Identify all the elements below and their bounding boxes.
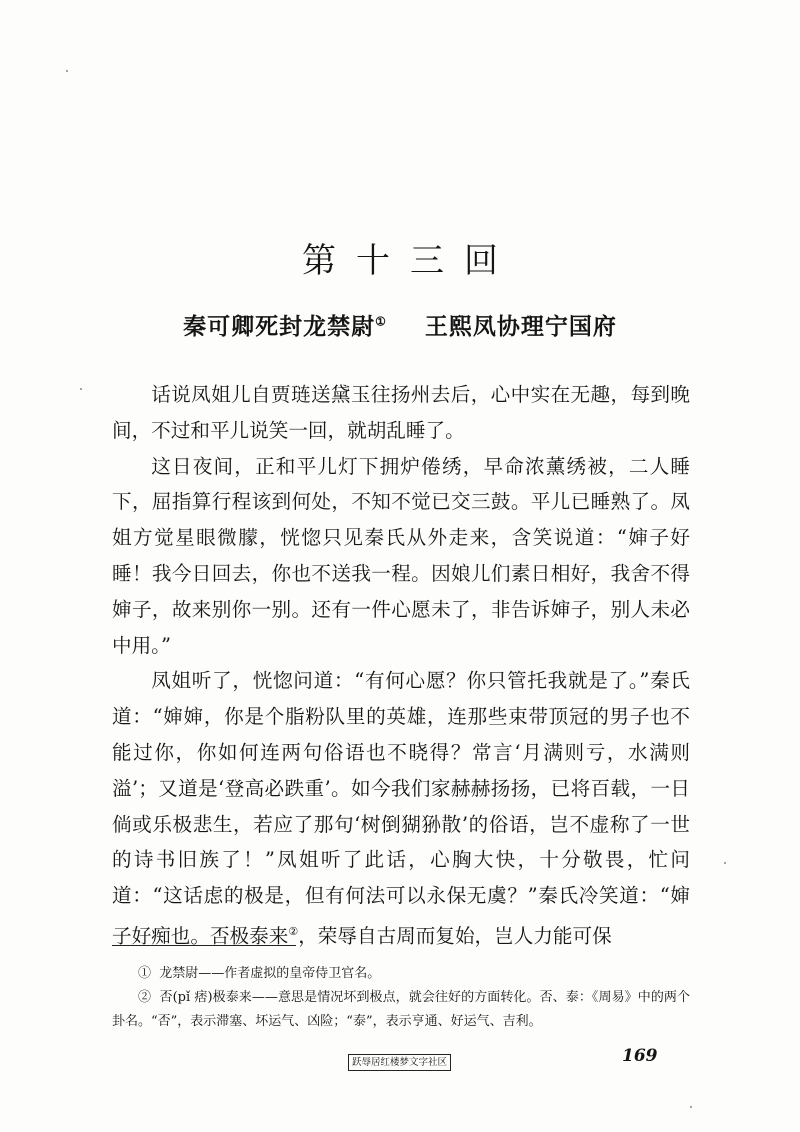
paragraph-3 [112,663,690,954]
footnote-ref-2: ② [288,924,299,938]
watermark-stamp: 跃辱居红楼梦文字社区 [348,1054,451,1071]
footnote-2 [112,986,690,1034]
paragraph-3-b: ，荣辱自古周而复始，岂人力能可保 [298,924,612,948]
scan-speck [80,388,82,390]
scan-speck [724,862,726,864]
footnote-1-marker: ① [138,966,152,981]
body-text [112,377,690,954]
paragraph-3-a: 凤姐听了，恍惚问道：“有何心愿？你只管托我就是了。”秦氏道：“婶婶，你是个脂粉队里的英雄，连那些束带顶冠的男子也不能过你，你如何连两句俗语也不晓得？常言‘月满则亏，水满则溢’；又道是‘登高必跌重’。如今我们家赫赫扬扬，已将百载，一日倘或乐极悲生，若应了那句‘树倒猢狲散’的俗语，岂不虚称了一世的诗书旧族了！”凤姐听了此话，心胸大快，十分敬畏，忙问道：“这话虑的极是，但有何法可以永保无虞？”秦氏冷笑道：“婶子好痴也。否极泰来 [112,669,690,948]
footnote-1-text: 龙禁尉——作者虚拟的皇帝侍卫官名。 [159,966,381,981]
paragraph-2: 这日夜间，正和平儿灯下拥炉倦绣，早命浓薰绣被，二人睡下，屈指算行程该到何处，不知不觉已交三鼓。平儿已睡熟了。凤姐方觉星眼微朦，恍惚只见秦氏从外走来，含笑说道：“婶子好睡！我今日回去，你也不送我一程。因娘儿们素日相好，我舍不得婶子，故来别你一别。还有一件心愿未了，非告诉婶子，别人未必中用。” [112,454,690,657]
page-number: 169 [622,1046,658,1066]
subtitle-left: 秦可卿死封龙禁尉 [183,313,376,340]
chapter-subtitle [0,308,800,341]
footnote-ref-1: ① [375,314,387,329]
footnotes [112,962,690,1034]
scan-speck [66,70,68,72]
footnote-2-marker: ② [138,990,152,1005]
footnote-2-text: 否(pǐ 痞)极泰来——意思是情况坏到极点，就会往好的方面转化。否、泰：《周易》中的两个卦名。“否”，表示滞塞、坏运气、凶险；“泰”，表示亨通、好运气、吉利。 [112,990,690,1029]
chapter-title: 第十三回 [302,241,518,281]
paragraph-1: 话说凤姐儿自贾琏送黛玉往扬州去后，心中实在无趣，每到晚间，不过和平儿说笑一回，就胡乱睡了。 [112,383,690,442]
footnote-1 [112,962,690,986]
scan-speck [690,1106,692,1108]
footnote-divider [112,945,296,946]
subtitle-right: 王熙凤协理宁国府 [424,313,617,340]
